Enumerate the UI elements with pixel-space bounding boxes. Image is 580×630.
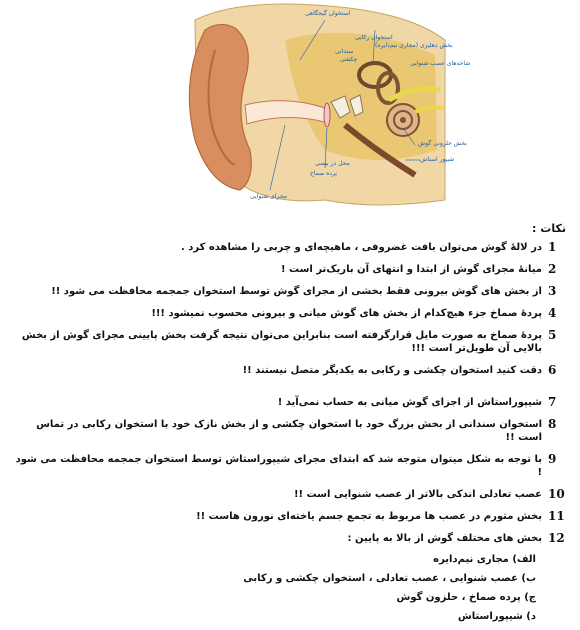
- note-number: 7: [548, 395, 557, 409]
- sub-item: الف) مجاری نیم‌دایره: [433, 554, 536, 565]
- label-eustachian-tube: شیپور استاش: [420, 156, 455, 163]
- note-number: 10: [548, 487, 565, 501]
- label-oval-window: محل در بیضی: [315, 160, 350, 167]
- note-item: [10, 241, 566, 254]
- label-cochlea: بخش حلزونی گوش: [418, 140, 467, 147]
- spacer: [10, 386, 566, 396]
- note-number: 6: [548, 363, 557, 377]
- label-semicircular-canals: بخش دهلیزی (مجاری نیم‌دایره): [375, 42, 453, 49]
- note-number: 11: [548, 509, 565, 523]
- note-number: 3: [548, 284, 557, 298]
- note-item: [10, 364, 566, 377]
- ear-illustration: [175, 0, 455, 215]
- note-item: [10, 453, 566, 479]
- note-number: 9: [548, 452, 557, 466]
- note-text: عصب تعادلی اندکی بالاتر از عصب شنوایی است !!: [293, 489, 542, 500]
- note-text: بخش متورم در عصب ها مربوط به تجمع جسم یاخته‌ای نورون هاست !!: [196, 511, 542, 522]
- note-item: [10, 396, 566, 409]
- note-text: بخش های مختلف گوش از بالا به پایین :: [347, 533, 542, 544]
- sub-item: د) شیپوراستاش: [457, 611, 536, 622]
- note-text: استخوان سندانی از بخش بزرگ خود با استخوان چکشی و از بخش نازک خود با استخوان رکابی در تماس است !!: [36, 419, 542, 443]
- note-number: 8: [548, 417, 557, 431]
- sub-item: ج) پرده صماخ ، حلزون گوش: [396, 592, 536, 603]
- note-item: [10, 285, 566, 298]
- note-text: از بخش های گوش بیرونی فقط بخشی از مجرای گوش توسط استخوان جمجمه محافظت می شود !!: [51, 286, 542, 297]
- label-nerve-branches: شاخه‌های عصب شنوایی: [410, 60, 471, 67]
- note-text: شیپوراستاش از اجزای گوش میانی به حساب نمی‌آید !: [277, 397, 542, 408]
- label-anvil: سندانی: [335, 48, 354, 55]
- note-number: 12: [548, 531, 565, 545]
- note-item: [10, 329, 566, 355]
- label-eardrum: پرده صماخ: [310, 170, 337, 177]
- label-stapes: استخوان رکابی: [355, 34, 393, 41]
- ear-anatomy-figure: [175, 0, 471, 215]
- note-text: میانهٔ مجرای گوش از ابتدا و انتهای آن باریک‌تر است !: [280, 264, 542, 275]
- label-ear-canal: مجرای شنوایی: [250, 193, 287, 200]
- note-text: در لالهٔ گوش می‌توان بافت غضروفی ، ماهیچه‌ای و چربی را مشاهده کرد .: [180, 242, 542, 253]
- note-text: دقت کنید استخوان چکشی و رکابی به یکدیگر متصل نیستند !!: [242, 365, 542, 376]
- note-item: [10, 532, 566, 545]
- note-number: 4: [548, 306, 557, 320]
- note-item: [10, 263, 566, 276]
- notes-section: [10, 222, 566, 630]
- label-temporal-bone: استخوان گیجگاهی: [305, 10, 351, 17]
- note-text: پردهٔ صماخ به صورت مایل قرارگرفته است بنابراین می‌توان نتیجه گرفت بخش پایینی مجرای گوش از بخش بالایی آن طویل‌تر است !!!: [21, 330, 542, 354]
- sub-item: ب) عصب شنوایی ، عصب تعادلی ، استخوان چکشی و رکابی: [243, 573, 536, 584]
- note-item: [10, 488, 566, 501]
- note-number: 5: [548, 328, 557, 342]
- note-number: 1: [548, 240, 557, 254]
- note-item: [10, 510, 566, 523]
- note-item: [10, 418, 566, 444]
- note-item: [10, 307, 566, 320]
- note-number: 2: [548, 262, 557, 276]
- notes-heading: نکات :: [532, 222, 566, 235]
- note-text: با توجه به شکل میتوان متوجه شد که ابتدای مجرای شیپوراستاش توسط استخوان جمجمه محافظت می شود !: [15, 454, 542, 478]
- note-text: پردهٔ صماخ جزء هیچ‌کدام از بخش های گوش میانی و بیرونی محسوب نمیشود !!!: [151, 308, 542, 319]
- label-hammer: چکشی: [340, 56, 358, 63]
